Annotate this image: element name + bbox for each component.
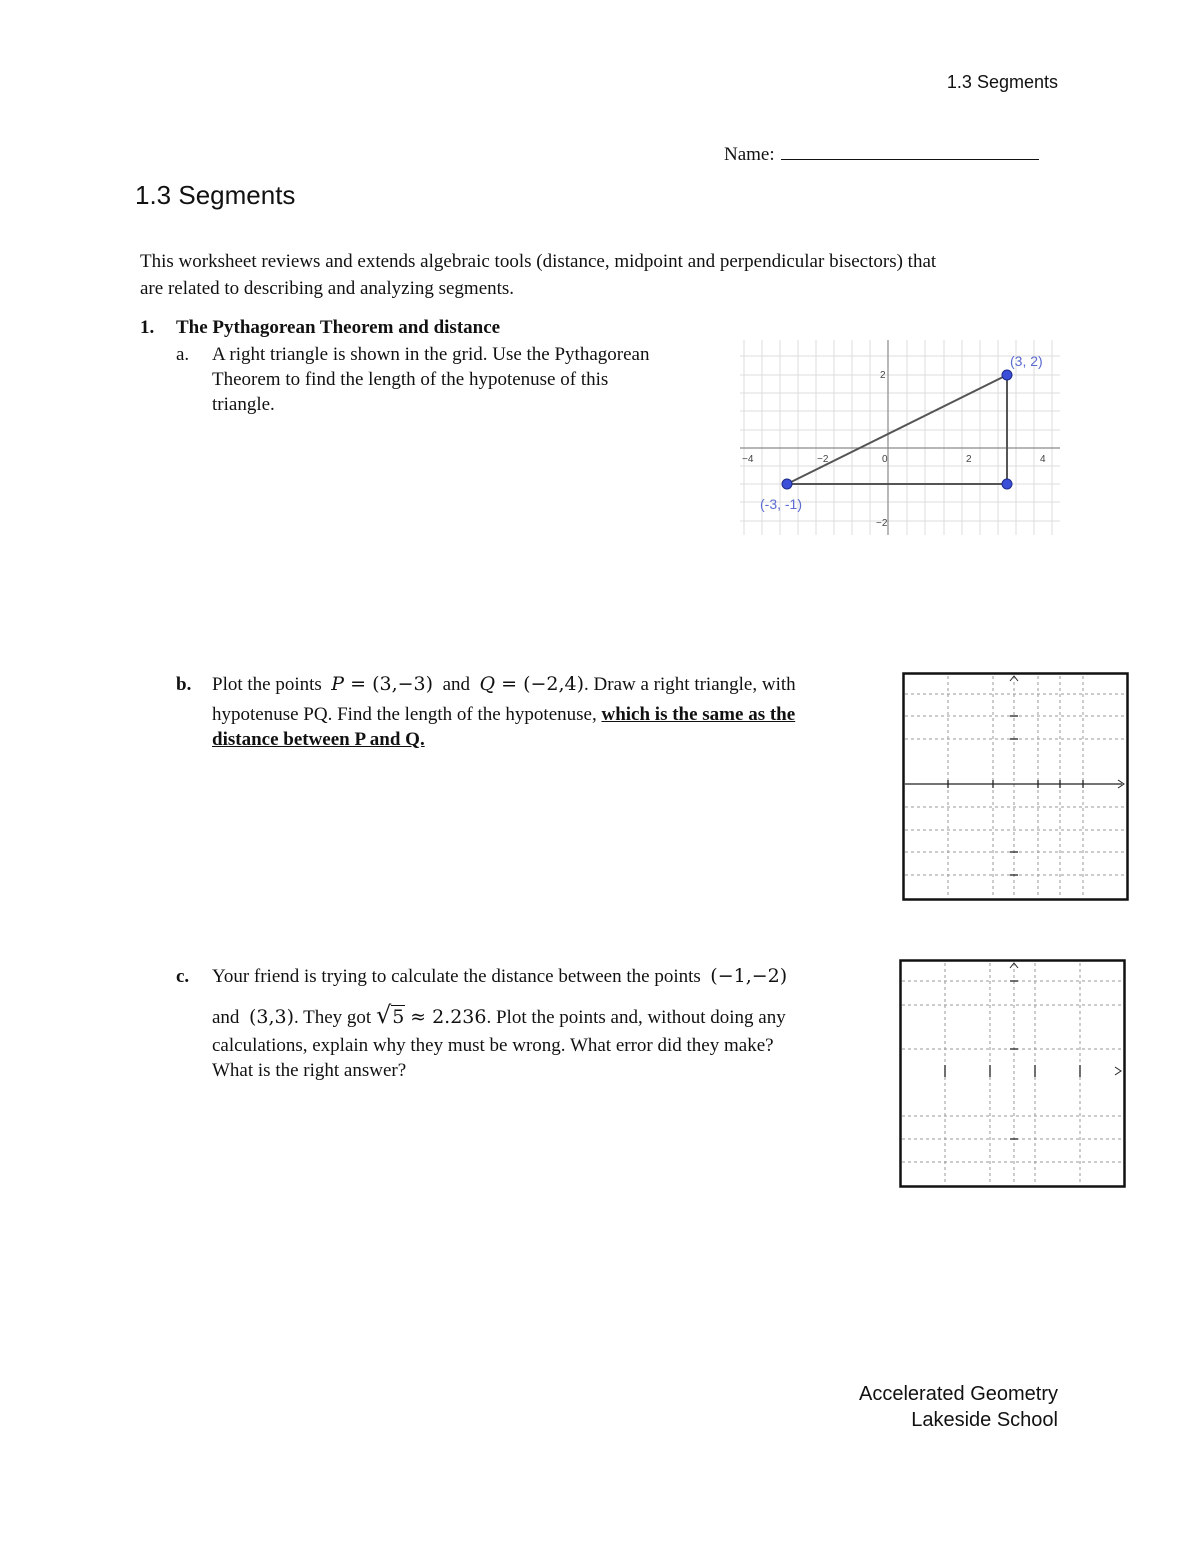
question-a-line-3: triangle. [212,394,275,415]
question-b-label: b. [176,674,192,695]
x-tick-4: 4 [1040,454,1046,465]
blank-grid-c[interactable] [899,959,1127,1189]
section-number: 1. [140,317,155,338]
point-top-right [1002,370,1012,380]
footer-course: Accelerated Geometry [859,1383,1058,1405]
name-blank-line[interactable] [781,143,1039,160]
question-b [176,672,896,756]
question-c-line-3: calculations, explain why they must be wrong. What error did they make? [212,1035,774,1056]
question-b-line-3 [212,727,902,752]
question-c-label: c. [176,966,190,987]
sqrt-sign: √ [375,1001,392,1029]
page-footer [859,1381,1058,1433]
question-a-line-1: A right triangle is shown in the grid. Use the Pythagorean [212,344,650,365]
name-label: Name: [724,144,775,165]
intro-line-1: This worksheet reviews and extends algebraic tools (distance, midpoint and perpendicular bisectors) that [140,251,937,272]
intro-paragraph [140,248,1060,302]
x-tick-neg2: −2 [817,454,829,465]
triangle-graph [740,340,1060,535]
x-tick-neg4: −4 [742,454,754,465]
question-c-text-4: . Plot the points and, without doing any [486,1007,786,1028]
question-a-line-2: Theorem to find the length of the hypotenuse of this [212,369,609,390]
question-b-line-2 [212,702,902,727]
name-field[interactable] [724,143,1039,166]
question-b-text-3: . Draw a right triangle, with [584,674,796,695]
question-b-text-1: Plot the points [212,674,322,695]
question-c-text-1: Your friend is trying to calculate the distance between the points [212,966,701,987]
question-a-label: a. [176,344,190,365]
point-bottom-left [782,479,792,489]
point-1-coords: (−1,−2) [710,965,788,987]
question-c-line-1 [212,964,882,989]
question-b-and: and [442,674,470,695]
label-point-top: (3, 2) [1010,353,1043,369]
point-2-coords: (3,3) [248,1006,294,1028]
question-b-emphasis-2: distance between P and Q. [212,729,425,750]
question-c-line-4: What is the right answer? [212,1060,407,1081]
question-c-line-2 [212,1003,882,1030]
y-tick-2: 2 [880,370,886,381]
x-tick-2: 2 [966,454,972,465]
section-title: The Pythagorean Theorem and distance [176,317,501,338]
label-point-bottom: (-3, -1) [760,496,802,512]
footer-school: Lakeside School [911,1409,1058,1431]
question-b-line-1 [212,672,902,697]
intro-line-2: are related to describing and analyzing segments. [140,278,515,299]
sqrt-argument: 5 [392,1006,405,1028]
sqrt-expression [375,1001,405,1029]
question-c [176,964,876,1094]
question-a [176,342,736,422]
question-b-emphasis-1: which is the same as the [601,704,796,725]
point-p-coords: = (3,−3) [344,673,434,695]
running-header: 1.3 Segments [946,72,1058,92]
point-q-var: Q [479,673,496,695]
x-tick-0: 0 [882,454,888,465]
blank-grid-b[interactable] [902,672,1130,902]
approx-value: ≈ 2.236 [410,1006,487,1028]
section-1-heading [140,317,500,339]
point-p-var: P [331,673,345,695]
question-c-and: and [212,1007,240,1028]
question-c-text-3: . They got [293,1007,372,1028]
point-bottom-right [1002,479,1012,489]
document-title: 1.3 Segments [135,180,296,210]
y-tick-neg2: −2 [876,518,888,529]
question-b-line-2-text: hypotenuse PQ. Find the length of the hypotenuse, [212,704,602,725]
point-q-coords: = (−2,4) [495,673,585,695]
